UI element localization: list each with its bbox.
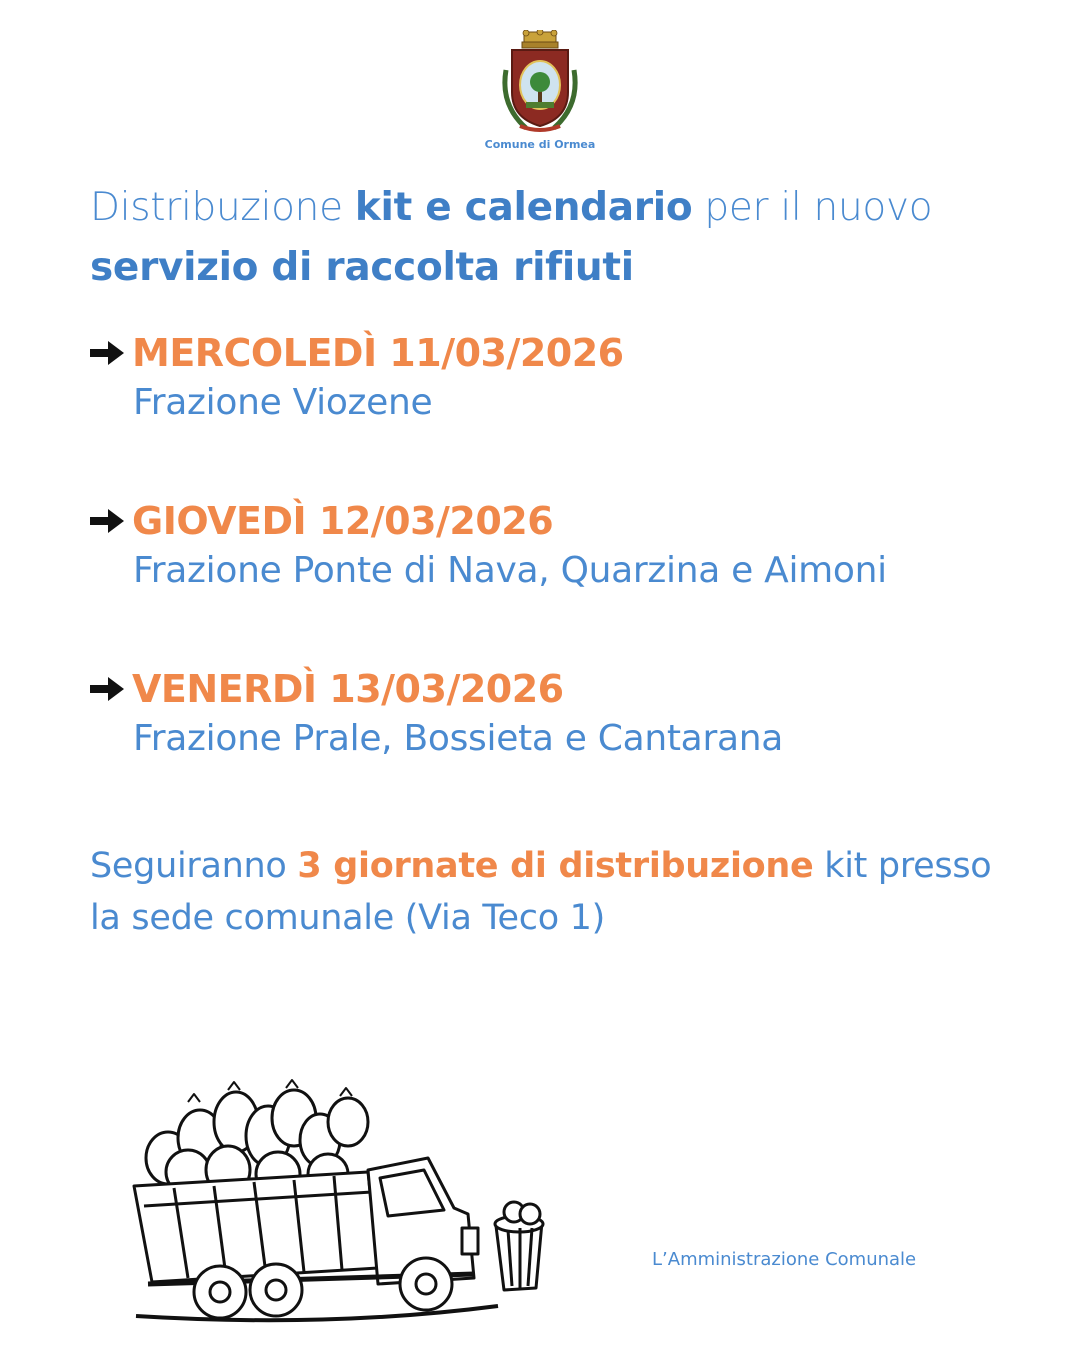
right-arrow-icon: [88, 506, 126, 536]
schedule-place: Frazione Prale, Bossieta e Cantarana: [133, 718, 783, 759]
schedule-place: Frazione Viozene: [133, 382, 433, 423]
schedule-item: [88, 328, 624, 423]
right-arrow-icon: [88, 338, 126, 368]
garbage-truck-illustration: [128, 1078, 568, 1333]
municipality-name: Comune di Ormea: [484, 138, 596, 151]
schedule-date: MERCOLEDÌ 11/03/2026: [132, 331, 624, 375]
schedule-item: [88, 496, 887, 591]
crest-icon: [496, 30, 584, 136]
signature: L’Amministrazione Comunale: [652, 1249, 917, 1270]
right-arrow-icon: [88, 674, 126, 704]
followup-note: Seguiranno 3 giornate di distribuzione kit presso la sede comunale (Via Teco 1): [90, 846, 992, 938]
schedule-place: Frazione Ponte di Nava, Quarzina e Aimoni: [133, 550, 887, 591]
schedule-date: GIOVEDÌ 12/03/2026: [132, 499, 554, 543]
schedule-item: [88, 664, 783, 759]
schedule-date: VENERDÌ 13/03/2026: [132, 667, 564, 711]
headline: Distribuzione kit e calendario per il nuovo servizio di raccolta rifiuti: [90, 185, 933, 290]
